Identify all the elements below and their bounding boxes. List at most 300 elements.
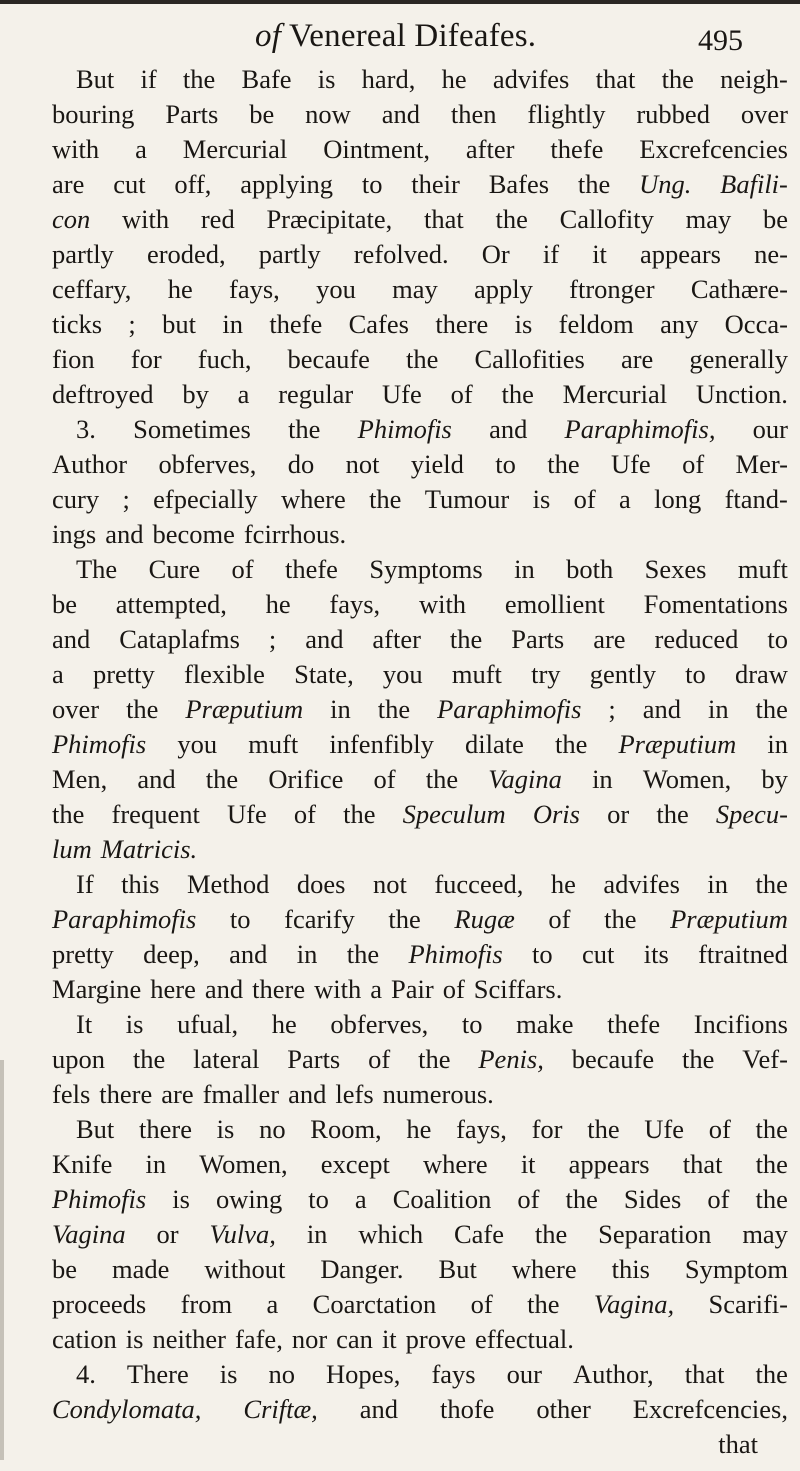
word: there [139, 1114, 192, 1144]
word: fays, [456, 1114, 507, 1144]
word: Ung. [639, 169, 692, 199]
word: are [593, 624, 626, 654]
word: to [685, 659, 706, 689]
word: both [566, 554, 614, 584]
word: Cathære- [690, 274, 788, 304]
word: fcarify [284, 904, 355, 934]
word: prove [405, 1324, 467, 1354]
word: the [126, 694, 159, 724]
word: is [125, 1324, 144, 1354]
text-line [52, 377, 788, 412]
word: Scarifi- [708, 1289, 788, 1319]
word: to [767, 624, 788, 654]
word: If [76, 869, 94, 899]
word: by [182, 379, 209, 409]
word: of [517, 1184, 540, 1214]
word: Phimofis [408, 939, 503, 969]
word: Sides [623, 1184, 682, 1214]
word: a [370, 974, 383, 1004]
word: can [336, 1324, 373, 1354]
word: Paraphimofis [52, 904, 197, 934]
word: he [271, 1009, 297, 1039]
text-line [52, 902, 788, 937]
word: you [316, 274, 356, 304]
word: infenfibly [329, 729, 434, 759]
word: the [534, 1219, 568, 1249]
word: it [592, 239, 607, 269]
word: muft [737, 554, 788, 584]
word: rubbed [636, 99, 710, 129]
word: he [406, 1114, 432, 1144]
word: flightly [527, 99, 606, 129]
word: from [180, 1289, 233, 1319]
word: any [660, 309, 699, 339]
word: the [288, 414, 321, 444]
word: applying [240, 169, 334, 199]
word: Ointment, [323, 134, 430, 164]
word: obferves, [158, 449, 257, 479]
word: Præputium [618, 729, 737, 759]
word: ticks [52, 309, 103, 339]
word: and [229, 939, 268, 969]
word: there [99, 1079, 153, 1109]
text-line [52, 1042, 788, 1077]
word: be [52, 589, 78, 619]
word: there [252, 974, 306, 1004]
word: the [554, 729, 588, 759]
word: Excrefcencies [639, 134, 788, 164]
word: not [372, 869, 407, 899]
word: frequent [111, 799, 200, 829]
word: he [550, 869, 576, 899]
word: of [442, 974, 465, 1004]
word: with [52, 134, 100, 164]
word: the [501, 379, 534, 409]
word: Vagina [52, 1219, 126, 1249]
word: fays, [229, 274, 280, 304]
word: numerous. [382, 1079, 494, 1109]
word: fcirrhous. [243, 519, 347, 549]
word: of [231, 554, 254, 584]
text-line [52, 552, 788, 587]
word: cut [582, 939, 615, 969]
word: thefe [550, 134, 604, 164]
text-line [52, 727, 788, 762]
word: the [527, 1289, 560, 1319]
word: feldom [558, 309, 634, 339]
word: or [156, 1219, 179, 1249]
word: are [161, 1079, 194, 1109]
word: to [308, 1184, 329, 1214]
running-title-prefix: of [255, 18, 282, 54]
word: Penis, [478, 1044, 544, 1074]
word: a [354, 1184, 367, 1214]
word: where [511, 1254, 577, 1284]
word: the [449, 624, 483, 654]
word: Cataplafms [119, 624, 240, 654]
word: the [604, 904, 637, 934]
word: the [377, 694, 411, 724]
word: may [392, 274, 438, 304]
word: Vef- [742, 1044, 788, 1074]
word: and [204, 974, 244, 1004]
word: to [361, 169, 383, 199]
word: Hopes, [326, 1359, 401, 1389]
word: is [125, 1009, 144, 1039]
word: appears [640, 239, 721, 269]
word: the [52, 799, 85, 829]
text-line [52, 62, 788, 97]
word: Coalition [392, 1184, 492, 1214]
word: a [619, 484, 631, 514]
word: ftand- [724, 484, 788, 514]
word: Women, [642, 764, 732, 794]
word: Tumour [424, 484, 510, 514]
word: try [531, 659, 561, 689]
word: neither [152, 1324, 227, 1354]
text-line [52, 272, 788, 307]
text-line [52, 1322, 788, 1357]
word: Parts [287, 1044, 341, 1074]
word: Vagina, [593, 1289, 675, 1319]
word: the [755, 1359, 788, 1389]
word: Ufe [382, 379, 422, 409]
word: Præputium [670, 904, 788, 934]
text-line [52, 622, 788, 657]
word: and [105, 519, 144, 549]
word: that [684, 1359, 725, 1389]
word: Matricis. [100, 834, 198, 864]
text-line [52, 97, 788, 132]
word: Mer- [735, 449, 788, 479]
word: with [314, 974, 362, 1004]
word: after [465, 134, 515, 164]
word: Sciffars. [473, 974, 563, 1004]
word: this [121, 869, 160, 899]
word: Incifions [693, 1009, 788, 1039]
word: ; [608, 694, 616, 724]
word: deep, [143, 939, 200, 969]
word: ftronger [569, 274, 655, 304]
word: Phimofis [52, 729, 147, 759]
word: thofe [439, 1394, 495, 1424]
word: and [288, 1079, 327, 1109]
word: pretty [92, 659, 155, 689]
word: ; [268, 624, 277, 654]
word: and [381, 99, 420, 129]
word: be [762, 204, 788, 234]
word: is [216, 1114, 235, 1144]
word: Mercurial [562, 379, 668, 409]
word: advifes [603, 869, 680, 899]
word: a [135, 134, 147, 164]
word: where [280, 484, 346, 514]
word: Condylomata, [52, 1394, 202, 1424]
word: The [76, 554, 118, 584]
text-line [52, 412, 788, 447]
word: in [330, 694, 351, 724]
word: fmaller [202, 1079, 280, 1109]
word: he [167, 274, 193, 304]
word: Author [52, 449, 128, 479]
word: off, [174, 169, 212, 199]
word: Method [186, 869, 270, 899]
word: Symptoms [369, 554, 483, 584]
word: efpecially [153, 484, 258, 514]
word: But [76, 1114, 115, 1144]
word: Or [481, 239, 510, 269]
word: long [654, 484, 702, 514]
word: in [145, 1149, 167, 1179]
word: is [514, 309, 533, 339]
word: Coarctation [312, 1289, 437, 1319]
word: It [76, 1009, 93, 1039]
word: it [520, 1149, 536, 1179]
word: the [388, 904, 421, 934]
running-title-main: Venereal Difeafes. [288, 18, 537, 54]
word: the [577, 169, 611, 199]
word: there [435, 309, 489, 339]
word: the [755, 694, 788, 724]
word: Orifice [268, 764, 344, 794]
word: lefs [335, 1079, 374, 1109]
word: now [305, 99, 351, 129]
word: generally [689, 344, 788, 374]
word: advifes [492, 64, 570, 94]
word: 3. [76, 414, 96, 444]
text-line [52, 937, 788, 972]
word: Room, [310, 1114, 382, 1144]
word: you [177, 729, 218, 759]
word: it [381, 1324, 397, 1354]
word: ne- [754, 239, 788, 269]
word: with [418, 589, 467, 619]
running-title [255, 18, 536, 55]
word: you [382, 659, 423, 689]
word: for [531, 1114, 563, 1144]
word: if [140, 64, 157, 94]
word: be [249, 99, 275, 129]
word: Ufe [644, 1114, 685, 1144]
page-edge-shadow [0, 1060, 4, 1460]
word: obferves, [330, 1009, 429, 1039]
word: Parts [165, 99, 219, 129]
word: thefe [269, 309, 323, 339]
word: becaufe [571, 1044, 655, 1074]
word: no [259, 1114, 286, 1144]
word: lum [52, 834, 92, 864]
word: Margine [52, 974, 142, 1004]
body-text [52, 62, 788, 1462]
word: is [172, 1184, 190, 1214]
word: in [707, 694, 729, 724]
word: if [542, 239, 560, 269]
word: Mercurial [182, 134, 288, 164]
word: con [52, 204, 91, 234]
word: to [229, 904, 251, 934]
word: other [536, 1394, 591, 1424]
word: Callofity [559, 204, 654, 234]
word: upon [52, 1044, 105, 1074]
word: the [346, 939, 380, 969]
word: of [373, 764, 396, 794]
word: the [343, 799, 376, 829]
word: that [424, 204, 464, 234]
word: the [656, 799, 689, 829]
word: in [592, 764, 613, 794]
word: bouring [52, 99, 135, 129]
word: lateral [193, 1044, 260, 1074]
word: the [755, 1184, 788, 1214]
word: of [573, 484, 596, 514]
word: may [685, 204, 732, 234]
word: or [607, 799, 630, 829]
text-line [52, 1427, 788, 1462]
text-line [52, 1392, 788, 1427]
word: the [587, 1114, 620, 1144]
word: of [708, 1114, 731, 1144]
word: Sometimes [133, 414, 251, 444]
word: then [450, 99, 497, 129]
word: Rugæ [454, 904, 515, 934]
word: he [265, 589, 291, 619]
word: State, [294, 659, 354, 689]
word: Callofities [474, 344, 585, 374]
word: Paraphimofis [437, 694, 582, 724]
word: ftraitned [698, 939, 788, 969]
word: Vagina [488, 764, 562, 794]
word: of [470, 1289, 493, 1319]
word: where [422, 1149, 488, 1179]
text-line [52, 517, 788, 552]
word: the [661, 64, 694, 94]
text-line [52, 1112, 788, 1147]
text-line [52, 342, 788, 377]
word: Separation [598, 1219, 712, 1249]
word: cation [52, 1324, 117, 1354]
word: hard, [361, 64, 416, 94]
word: to [495, 449, 516, 479]
word: may [742, 1219, 788, 1249]
word: be [52, 1254, 78, 1284]
word: with [122, 204, 170, 234]
word: that [682, 1149, 723, 1179]
text-line [52, 132, 788, 167]
word: the [565, 1184, 598, 1214]
word: Fomentations [643, 589, 788, 619]
word: Præputium [185, 694, 304, 724]
word: apply [474, 274, 533, 304]
word: a [52, 659, 64, 689]
word: which [358, 1219, 424, 1249]
word: in [514, 554, 535, 584]
word: Sexes [644, 554, 707, 584]
word: in [306, 1219, 328, 1249]
word: he [441, 64, 467, 94]
word: gently [589, 659, 656, 689]
word: owing [215, 1184, 283, 1214]
word: become [152, 519, 235, 549]
word: But [438, 1254, 477, 1284]
word: their [411, 169, 460, 199]
word: Præcipitate, [266, 204, 393, 234]
word: becaufe [287, 344, 370, 374]
word: of [548, 904, 571, 934]
top-rule [0, 0, 800, 4]
text-line [52, 797, 788, 832]
word: Ufe [226, 799, 267, 829]
word: in [222, 309, 243, 339]
word: ufual, [177, 1009, 239, 1039]
word: regular [278, 379, 354, 409]
text-line [52, 832, 788, 867]
word: deftroyed [52, 379, 154, 409]
word: pretty [52, 939, 114, 969]
word: appears [568, 1149, 650, 1179]
word: and [137, 764, 176, 794]
word: Criftæ, [243, 1394, 318, 1424]
word: Pair [391, 974, 434, 1004]
word: neigh- [720, 64, 788, 94]
text-line [52, 692, 788, 727]
word: Women, [199, 1149, 288, 1179]
word: are [620, 344, 654, 374]
word: muft [248, 729, 299, 759]
word: Unction. [695, 379, 788, 409]
word: made [112, 1254, 170, 1284]
word: the [406, 344, 439, 374]
word: effectual. [475, 1324, 574, 1354]
word: do [287, 449, 315, 479]
text-line [52, 1182, 788, 1217]
word: here [150, 974, 196, 1004]
word: without [204, 1254, 286, 1284]
word: ; [128, 309, 136, 339]
word: and [52, 624, 91, 654]
word: the [547, 449, 580, 479]
word: no [268, 1359, 295, 1389]
word: Cure [148, 554, 201, 584]
word: Knife [52, 1149, 113, 1179]
word: ceffary, [52, 274, 132, 304]
word: is [317, 64, 336, 94]
word: Phimofis [357, 414, 452, 444]
text-line [52, 762, 788, 797]
word: of [450, 379, 473, 409]
word: ; [122, 484, 130, 514]
word: Danger. [320, 1254, 404, 1284]
word: of [368, 1044, 391, 1074]
word: Vulva, [209, 1219, 276, 1249]
word: flexible [183, 659, 265, 689]
running-header [0, 8, 800, 58]
word: of [707, 1184, 730, 1214]
word: emollient [504, 589, 605, 619]
word: make [516, 1009, 574, 1039]
word: over [740, 99, 788, 129]
word: ings [52, 519, 97, 549]
word: nor [291, 1324, 328, 1354]
word: that [595, 64, 636, 94]
text-line [52, 1287, 788, 1322]
page-number: 495 [698, 24, 743, 57]
word: Symptom [684, 1254, 788, 1284]
word: fels [52, 1079, 91, 1109]
word: the [755, 1149, 788, 1179]
word: the [682, 1044, 715, 1074]
word: attempted, [115, 589, 227, 619]
word: fucceed, [434, 869, 524, 899]
